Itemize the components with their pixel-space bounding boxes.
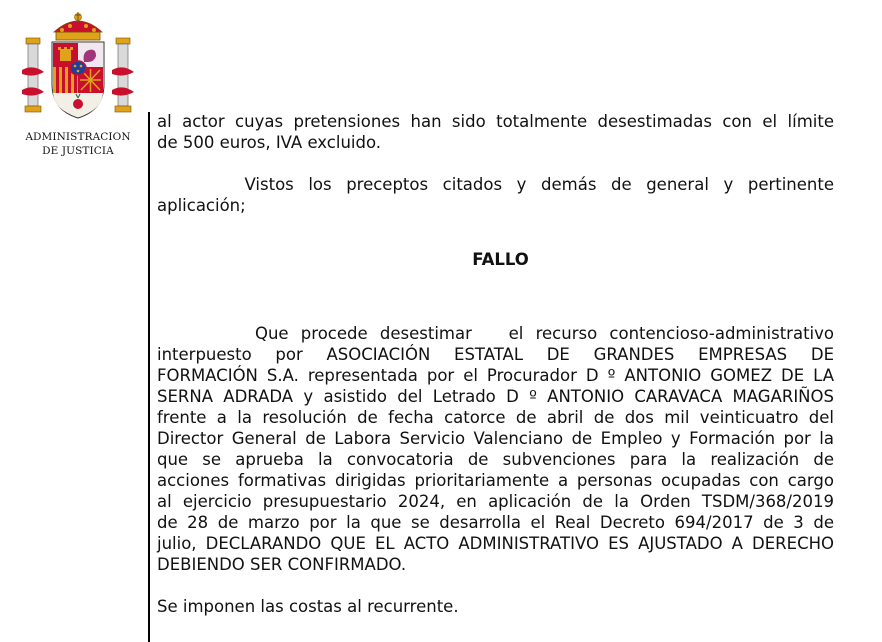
text-line: al ejercicio presupuestario 2024, en aplicación de la Orden TSDM/368/2019 xyxy=(157,492,834,511)
text-line: interpuesto por ASOCIACIÓN ESTATAL DE GRANDES EMPRESAS DE xyxy=(157,345,834,364)
issuing-authority xyxy=(4,130,152,158)
left-pillar-icon xyxy=(22,38,44,112)
text-line: al actor cuyas pretensiones han sido totalmente desestimadas con el límite xyxy=(157,112,834,131)
paragraph-costs xyxy=(157,596,834,617)
paragraph-ruling xyxy=(157,323,834,575)
spain-coat-of-arms-icon xyxy=(18,12,138,122)
text-line: que se aprueba la convocatoria de subvenciones para la realización de xyxy=(157,450,834,469)
coat-of-arms-seal xyxy=(18,12,138,122)
text-line: de 500 euros, IVA excluido. xyxy=(157,133,382,152)
text-line: aplicación; xyxy=(157,196,246,215)
text-line: FORMACIÓN S.A. representada por el Procurador D º ANTONIO GOMEZ DE LA xyxy=(157,366,834,385)
paragraph-costs-limit xyxy=(157,111,834,153)
text-line: de 28 de marzo por la que se desarrolla el Real Decreto 694/2017 de 3 de xyxy=(157,513,834,532)
text-line: frente a la resolución de fecha catorce de abril de dos mil veinticuatro del xyxy=(157,408,834,427)
text-line: SERNA ADRADA y asistido del Letrado D º ANTONIO CARAVACA MAGARIÑOS xyxy=(157,387,834,406)
text-line: DEBIENDO SER CONFIRMADO. xyxy=(157,555,407,574)
text-line: Director General de Labora Servicio Valenciano de Empleo y Formación por la xyxy=(157,429,834,448)
text-line: Vistos los preceptos citados y demás de general y pertinente xyxy=(157,175,834,194)
crown-icon xyxy=(54,12,102,40)
org-line-2: DE JUSTICIA xyxy=(42,145,114,157)
shield-icon xyxy=(52,42,104,118)
org-line-1: ADMINISTRACION xyxy=(25,131,131,143)
document-body xyxy=(157,111,834,617)
section-heading-fallo: FALLO xyxy=(472,250,529,269)
text-line: acciones formativas dirigidas prioritariamente a personas ocupadas con cargo xyxy=(157,471,834,490)
text-line: julio, DECLARANDO QUE EL ACTO ADMINISTRATIVO ES AJUSTADO A DERECHO xyxy=(157,534,834,553)
text-line: Que procede desestimar el recurso contencioso-administrativo xyxy=(157,324,834,343)
text-line: Se imponen las costas al recurrente. xyxy=(157,597,459,616)
paragraph-vistos xyxy=(157,174,834,216)
margin-rule xyxy=(148,112,150,642)
right-pillar-icon xyxy=(112,38,134,112)
